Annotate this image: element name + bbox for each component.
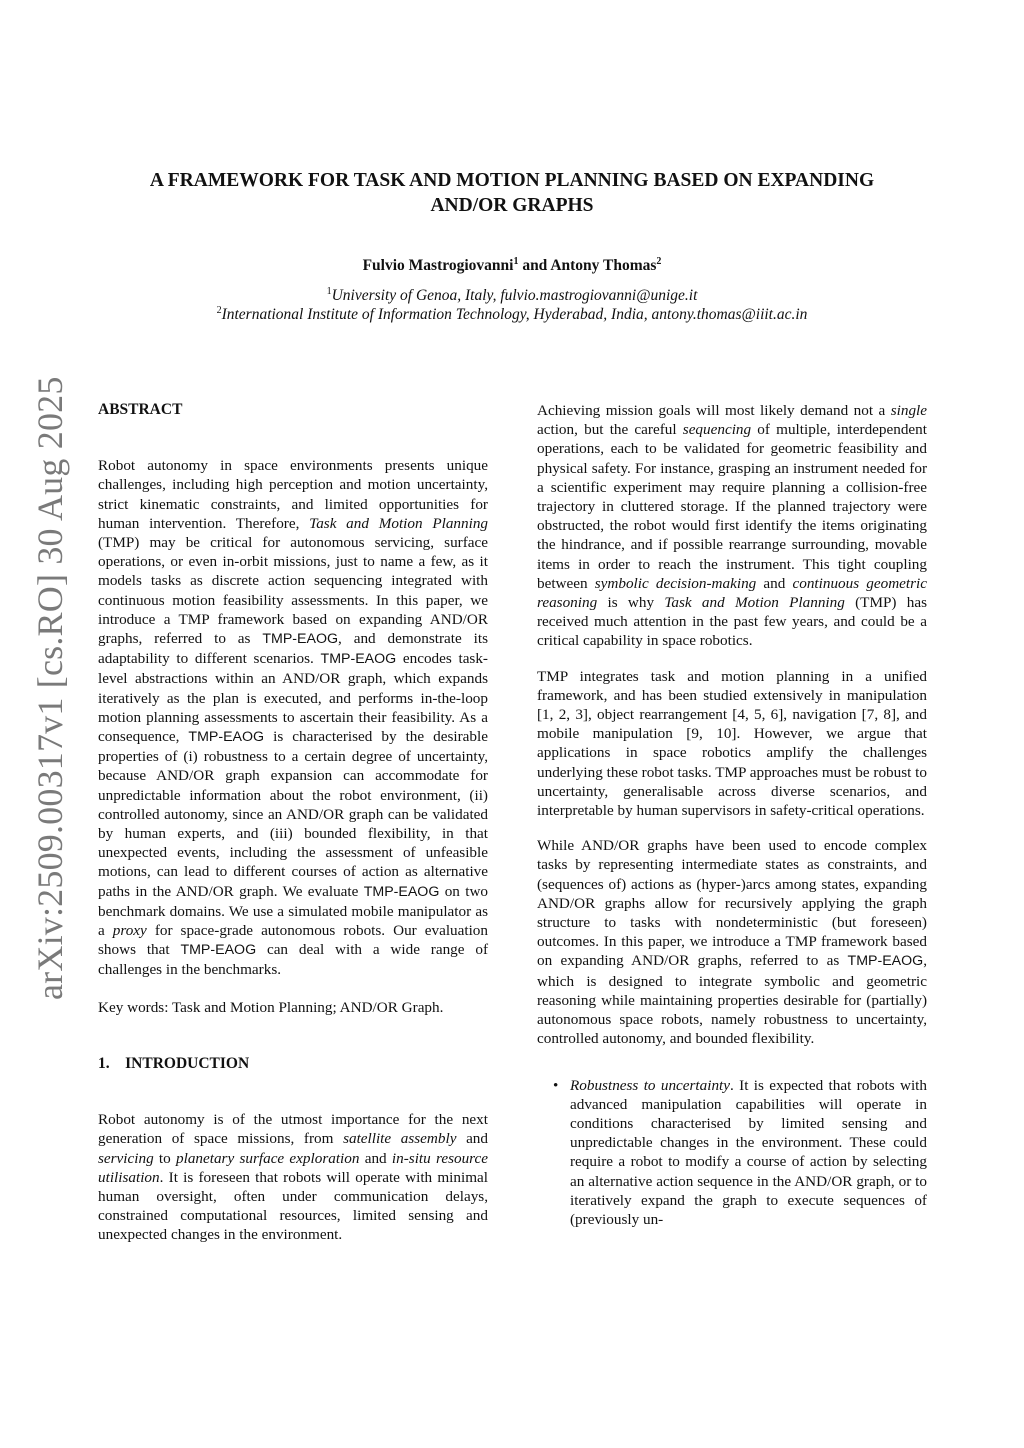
author-2: Antony Thomas: [550, 257, 657, 274]
paper-title: [98, 168, 926, 218]
abstract-body: Robot autonomy in space environments presents unique challenges, including high perception and motion uncertainty, strict kinematic constraints, and limited opportunities for human intervention. Therefore, Task and Motion Planning (TMP) may be critical for autonomous servicing, surface operations, or even in-orbit missions, just to name a few, as it models tasks as discrete action sequencing integrated with continuous motion feasibility assessments. In this paper, we introduce a TMP framework based on expanding AND/OR graphs, referred to as TMP-EAOG, and demonstrate its adaptability to different scenarios. TMP-EAOG encodes task-level abstractions within an AND/OR graph, which expands iteratively as the plan is executed, and performs in-the-loop motion planning assessments to ascertain their feasibility. As a consequence, TMP-EAOG is characterised by the desirable properties of (i) robustness to a certain degree of uncertainty, because AND/OR graph expansion can accommodate for unpredictable information about the robot environment, (ii) controlled autonomy, since an AND/OR graph can be validated by human experts, and (iii) bounded flexibility, in that unexpected events, including the assessment of unfeasible motions, can lead to different courses of action as alternative paths in the AND/OR graph. We evaluate TMP-EAOG on two benchmark domains. We use a simulated mobile manipulator as a proxy for space-grade autonomous robots. Our evaluation shows that TMP-EAOG can deal with a wide range of challenges in the benchmarks.: [98, 457, 489, 979]
list-item: • Robustness to uncertainty. It is expected that robots with advanced manipulation capabilities will operate in conditions characterised by limited sensing and unpredictable changes in the environment. These could require a robot to modify a course of action by selecting an alternative action sequence in the AND/OR graph, or to iteratively expand the graph to execute sequences of (previously un-: [553, 1076, 927, 1228]
keywords: Key words: Task and Motion Planning; AND/OR Graph.: [98, 998, 444, 1016]
introduction-heading: 1. INTRODUCTION: [98, 1054, 250, 1072]
author-separator: and: [518, 257, 551, 274]
left-column: [98, 400, 488, 1245]
paragraph-tmp-integrates: TMP integrates task and motion planning in a unified framework, and has been studied extensively in manipulation [1, 2, 3], object rearrangement [4, 5, 6], navigation [7, 8], and mobile manipulation [9, 10]. However, we argue that applications in space robotics amplify the challenges underlying these robot tasks. TMP approaches must be robust to uncertainty, generalisable across diverse scenarios, and interpretable by human supervisors in safety-critical operations.: [537, 667, 927, 820]
paragraph-mission-goals: Achieving mission goals will most likely demand not a single action, but the careful sequencing of multiple, interdependent operations, each to be validated for geometric feasibility and physical safety. For instance, grasping an instrument needed for a scientific experiment may require planning a collision-free trajectory in cluttered storage. If the planned trajectory were obstructed, the robot would first identify the items originating the hindrance, and if possible rearrange surrounding, movable items in order to reach the instrument. This tight coupling between symbolic decision-making and continuous geometric reasoning is why Task and Motion Planning (TMP) has received much attention in the past few years, and could be a critical capability in space robotics.: [537, 402, 928, 650]
paragraph-and-or-graphs: While AND/OR graphs have been used to encode complex tasks by representing intermediate states as constraints, and (sequences of) actions as (hyper-)arcs among states, expanding AND/OR graphs allow for recursively applying the graph structure to tasks with nondeterministic (but foreseen) outcomes. In this paper, we introduce a TMP framework based on expanding AND/OR graphs, referred to as TMP-EAOG, which is designed to integrate symbolic and geometric reasoning while maintaining properties desirable for (partially) autonomous space robots, namely robustness to uncertainty, controlled autonomy, and bounded flexibility.: [537, 837, 927, 1048]
right-column: [537, 401, 927, 1229]
affiliation-2: $^2$International Institute of Information Technology, Hyderabad, India, antony.thomas@iiit.ac.in: [216, 304, 808, 323]
affiliation-1: $^1$University of Genoa, Italy, fulvio.mastrogiovanni@unige.it: [326, 285, 698, 304]
introduction-body: Robot autonomy is of the utmost importance for the next generation of space missions, from satellite assembly and servicing to planetary surface exploration and in-situ resource utilisation. It is foreseen that robots will operate with minimal human oversight, often under communication delays, constrained computational resources, limited sensing and unexpected changes in the environment.: [98, 1111, 488, 1244]
author-1: Fulvio Mastrogiovanni: [362, 257, 514, 274]
author-1-affil-mark: 1: [513, 255, 519, 267]
author-2-affil-mark: 2: [656, 255, 662, 267]
bullet-icon: •: [553, 1076, 559, 1094]
arxiv-identifier-stamp: arXiv:2509.00317v1 [cs.RO] 30 Aug 2025: [30, 376, 70, 1000]
author-list: [98, 256, 926, 276]
title-line-1: A FRAMEWORK FOR TASK AND MOTION PLANNING BASED ON EXPANDING: [149, 170, 875, 191]
title-line-2: AND/OR GRAPHS: [430, 195, 594, 216]
abstract-heading: ABSTRACT: [98, 401, 183, 418]
properties-list: [537, 1076, 927, 1230]
